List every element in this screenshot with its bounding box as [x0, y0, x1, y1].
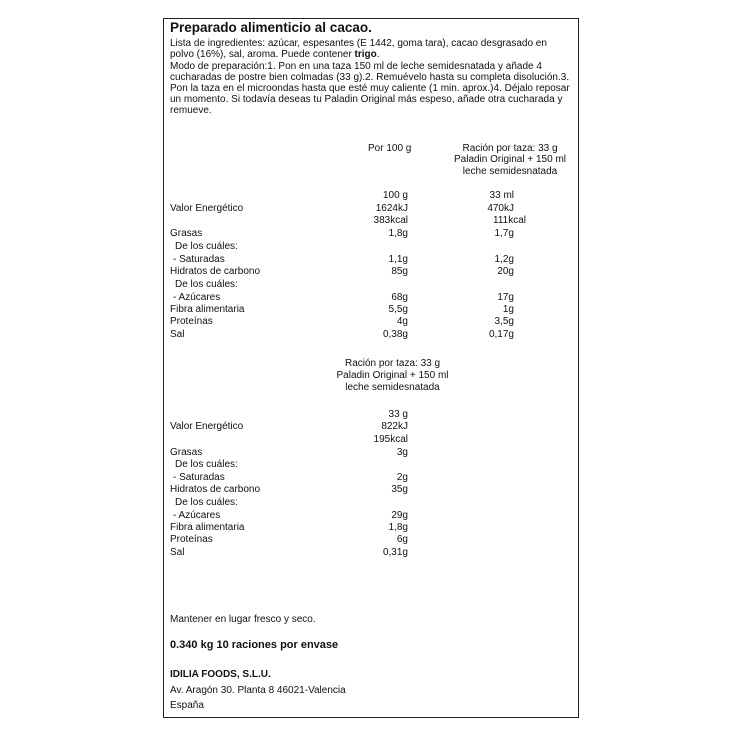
col-serving-header-3: leche semidesnatada — [462, 166, 558, 177]
row-value: 1,8g — [388, 522, 408, 533]
row-label: Grasas — [170, 228, 203, 239]
unit-100g: 100 g — [382, 190, 408, 201]
company-name: IDILIA FOODS, S.L.U. — [170, 669, 271, 680]
ingredients-end: . — [376, 49, 380, 60]
row-value-100g: 4g — [396, 316, 408, 327]
row-value-100g: 5,5g — [388, 304, 408, 315]
preparation-instructions: Modo de preparación:1. Pon en una taza 150 ml de leche semidesnatada y añade 4 cucharadas de postre bien colmadas (33 g).2. Remuévelo hasta su completa disolución.3. Pon la taza en el microondas hasta que esté muy caliente (1 min. aprox.)4. Déjalo reposar un momento. Si todavía deseas tu Paladin Original más espeso, añade otra cucharada y remueve. — [170, 61, 570, 116]
energy-kj-serving: 470kJ — [487, 203, 514, 214]
company-country: España — [170, 700, 204, 711]
row-value-serving: 0,17g — [488, 329, 514, 340]
energy-kj-100g: 1624kJ — [375, 203, 408, 214]
row-value: 6g — [396, 534, 408, 545]
row-label: Fibra alimentaria — [170, 304, 245, 315]
row-value: 3g — [396, 447, 408, 458]
row-value-100g: 85g — [391, 266, 408, 277]
row-value-serving: 1,7g — [494, 228, 514, 239]
row-label: Sal — [170, 547, 185, 558]
row-label: Hidratos de carbono — [170, 266, 261, 277]
row-value-serving: 3,5g — [494, 316, 514, 327]
package-info: 0.340 kg 10 raciones por envase — [170, 639, 339, 651]
row-label: - Saturadas — [173, 254, 225, 265]
row-label: Proteínas — [170, 534, 213, 545]
row-value-100g: 0,38g — [382, 329, 408, 340]
ingredients-list — [170, 38, 570, 60]
serving-header-1: Ración por taza: 33 g — [344, 358, 441, 369]
row-value-serving: 20g — [497, 266, 514, 277]
energy-kcal-serving: 111kcal — [493, 215, 526, 226]
row-value: 0,31g — [382, 547, 408, 558]
row-value-serving: 1g — [502, 304, 514, 315]
unit-33ml: 33 ml — [489, 190, 514, 201]
unit-33g: 33 g — [388, 409, 408, 420]
allergen-text: trigo — [354, 49, 377, 60]
row-value-100g: 1,1g — [388, 254, 408, 265]
energy-kcal: 195kcal — [373, 434, 408, 445]
row-label: - Azúcares — [173, 292, 221, 303]
product-title: Preparado alimenticio al cacao. — [170, 20, 372, 35]
row-label: Grasas — [170, 447, 203, 458]
serving-header-2: Paladin Original + 150 ml — [336, 370, 449, 381]
row-value-100g: 68g — [391, 292, 408, 303]
row-value: 2g — [396, 472, 408, 483]
row-value: 35g — [391, 484, 408, 495]
energy-label: Valor Energético — [170, 203, 244, 214]
row-value-serving: 17g — [497, 292, 514, 303]
col-per-100g-header: Por 100 g — [368, 143, 412, 154]
energy-label: Valor Energético — [170, 421, 244, 432]
ingredients-text: Lista de ingredientes: azúcar, espesantes (E 1442, goma tara), cacao desgrasado en polvo (16%), sal, aroma. Puede contener — [170, 38, 547, 60]
row-value: 29g — [391, 510, 408, 521]
row-label: Sal — [170, 329, 185, 340]
company-address: Av. Aragón 30. Planta 8 46021-Valencia — [170, 685, 346, 696]
row-label: - Saturadas — [173, 472, 225, 483]
row-label: De los cuáles: — [175, 241, 238, 252]
col-serving-header-1: Ración por taza: 33 g — [462, 143, 558, 154]
energy-kcal-100g: 383kcal — [373, 215, 408, 226]
row-value-serving: 1,2g — [494, 254, 514, 265]
row-label: - Azúcares — [173, 510, 221, 521]
row-label: Fibra alimentaria — [170, 522, 245, 533]
serving-header-3: leche semidesnatada — [345, 382, 440, 393]
col-serving-header-2: Paladin Original + 150 ml — [453, 154, 566, 165]
row-label: Hidratos de carbono — [170, 484, 261, 495]
row-label: De los cuáles: — [175, 459, 238, 470]
storage-instructions: Mantener en lugar fresco y seco. — [170, 614, 316, 625]
row-label: Proteínas — [170, 316, 213, 327]
row-value-100g: 1,8g — [388, 228, 408, 239]
row-label: De los cuáles: — [175, 279, 238, 290]
energy-kj: 822kJ — [381, 421, 408, 432]
row-label: De los cuáles: — [175, 497, 238, 508]
